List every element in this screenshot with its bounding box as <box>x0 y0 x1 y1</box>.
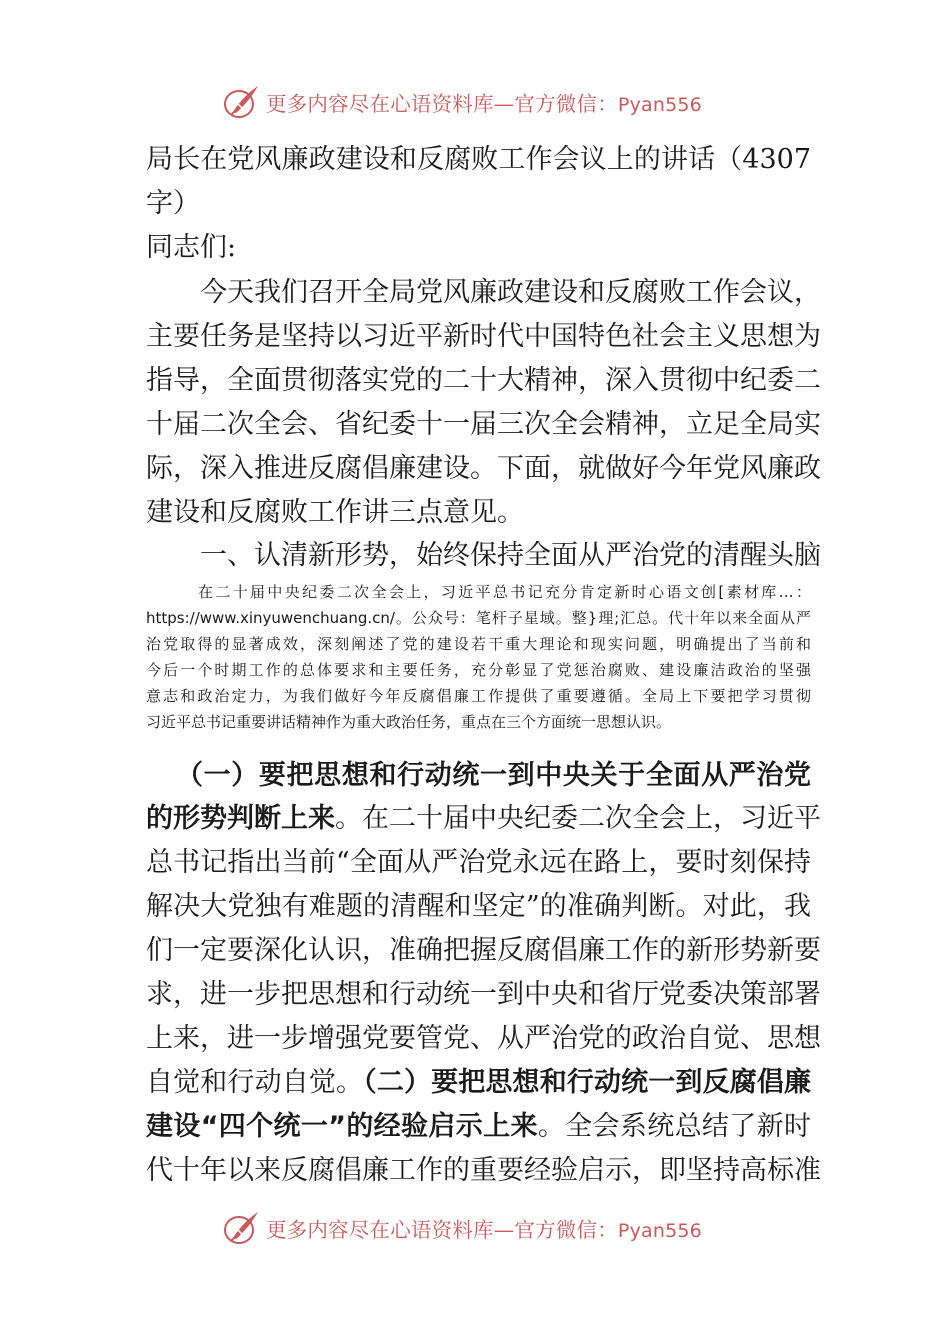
para-2-bold-start: （二）要把思想和行动统一到反腐倡廉 <box>363 1067 812 1098</box>
para-1-line-9 <box>146 1109 811 1145</box>
para-1-bold-line-1: （一）要把思想和行动统一到中央关于全面从严治党 <box>176 760 811 791</box>
small-text-line-6: 习近平总书记重要讲话精神作为重大政治任务，重点在三个方面统一思想认识。 <box>146 713 672 731</box>
document-title-line-2: 字） <box>146 188 200 219</box>
para-1-line-7: 上来，进一步增强党要管党、从严治党的政治自觉、思想 <box>146 1023 821 1054</box>
document-title-line-1: 局长在党风廉政建设和反腐败工作会议上的讲话（4307 <box>146 144 811 175</box>
small-text-line-1: 在二十届中央纪委二次全会上，习近平总书记充分肯定新时心语文创[素材库…： <box>198 583 811 601</box>
para-1-line-8 <box>146 1065 811 1101</box>
para-1-line-3: 总书记指出当前“全面从严治党永远在路上，要时刻保持 <box>146 847 811 878</box>
para-1-line-4: 解决大党独有难题的清醒和坚定”的准确判断。对此，我 <box>146 891 811 922</box>
intro-line-1: 今天我们召开全局党风廉政建设和反腐败工作会议， <box>200 277 821 308</box>
feather-pen-logo-icon <box>222 82 262 122</box>
feather-pen-logo-icon <box>222 1208 262 1248</box>
para-2-line-9-rest: 。全会系统总结了新时 <box>537 1111 811 1142</box>
intro-line-3: 指导，全面贯彻落实党的二十大精神，深入贯彻中纪委二 <box>146 365 821 396</box>
small-text-line-5: 意志和政治定力，为我们做好今年反腐倡廉工作提供了重要遵循。全局上下要把学习贯彻 <box>146 687 811 705</box>
watermark-text: 更多内容尽在心语资料库—官方微信：Pyan556 <box>266 92 702 116</box>
para-1-line-8-start: 自觉和行动自觉。 <box>146 1067 364 1098</box>
small-text-line-4: 今后一个时期工作的总体要求和主要任务，充分彰显了党惩治腐败、建设廉洁政治的坚强 <box>146 661 811 679</box>
watermark-bottom <box>222 1208 742 1248</box>
para-1-line-2 <box>146 801 821 837</box>
intro-line-2: 主要任务是坚持以习近平新时代中国特色社会主义思想为 <box>146 321 821 352</box>
para-2-bold-line-2: 建设“四个统一”的经验启示上来 <box>146 1111 538 1142</box>
para-1-line-10: 代十年以来反腐倡廉工作的重要经验启示，即坚持高标准 <box>146 1155 821 1186</box>
para-1-bold-line-2: 的形势判断上来 <box>146 803 335 834</box>
para-1-line-2-rest: 。在二十届中央纪委二次全会上，习近平 <box>335 803 821 834</box>
salutation: 同志们: <box>146 232 237 263</box>
section-1-heading: 一、认清新形势，始终保持全面从严治党的清醒头脑 <box>200 540 821 571</box>
intro-line-6: 建设和反腐败工作讲三点意见。 <box>146 497 524 528</box>
small-text-line-3: 治党取得的显著成效，深刻阐述了党的建设若干重大理论和现实问题，明确提出了当前和 <box>146 635 811 653</box>
intro-line-5: 际，深入推进反腐倡廉建设。下面，就做好今年党风廉政 <box>146 453 821 484</box>
watermark-top <box>222 82 742 122</box>
small-text-line-2: https://www.xinyuwenchuang.cn/。公众号：笔杆子星域。整}理;汇总。代十年以来全面从严 <box>146 609 811 627</box>
para-1-line-6: 求，进一步把思想和行动统一到中央和省厅党委决策部署 <box>146 979 821 1010</box>
intro-line-4: 十届二次全会、省纪委十一届三次全会精神，立足全局实 <box>146 409 821 440</box>
watermark-text: 更多内容尽在心语资料库—官方微信：Pyan556 <box>266 1218 702 1242</box>
para-1-line-5: 们一定要深化认识，准确把握反腐倡廉工作的新形势新要 <box>146 935 821 966</box>
